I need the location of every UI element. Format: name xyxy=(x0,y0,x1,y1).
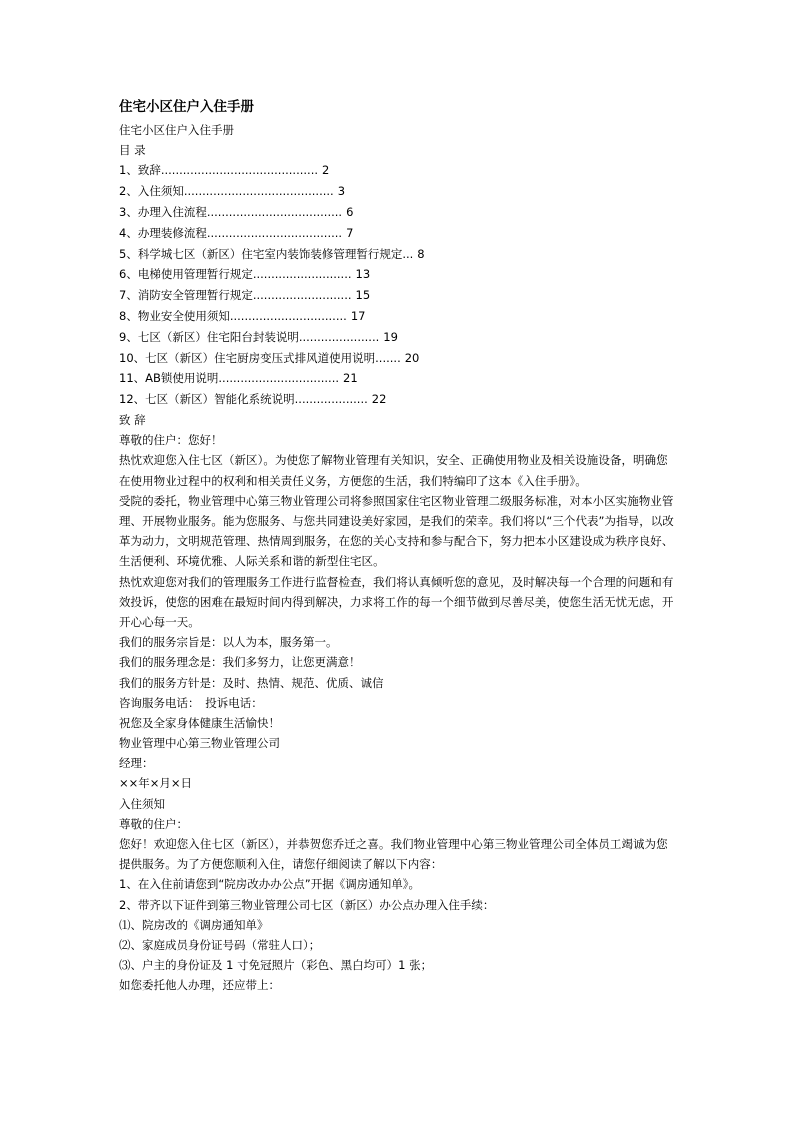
toc-item-leader: ........................... xyxy=(252,288,352,303)
toc-item-page: 13 xyxy=(355,267,371,282)
toc-item-label: 1、致辞 xyxy=(119,163,161,178)
toc-item-page: 8 xyxy=(417,246,425,261)
toc-item-leader: ....... xyxy=(375,350,401,365)
toc-item-leader: ..................................... xyxy=(206,204,343,219)
paragraph-supervision: 热忱欢迎您对我们的管理服务工作进行监督检查，我们将认真倾听您的意见，及时解决每一个合理的问题和有效投诉，使您的困难在最短时间内得到解决，力求将工作的每一个细节做到尽善尽美，使您生活无忧无虑，开开心心每一天。 xyxy=(119,574,674,629)
toc-item-page: 17 xyxy=(350,308,366,323)
document-title: 住宅小区住户入住手册 xyxy=(119,99,254,115)
toc-item-page: 21 xyxy=(343,371,358,386)
toc-item-leader: .................... xyxy=(294,392,368,407)
date-line: ××年×月×日 xyxy=(119,776,193,791)
toc-item-page: 20 xyxy=(404,350,420,365)
toc-item-label: 5、科学城七区（新区）住宅室内装饰装修管理暂行规定 xyxy=(119,246,403,261)
toc-item[interactable] xyxy=(119,244,679,265)
section-heading-greeting: 致 辞 xyxy=(119,412,146,427)
toc-item-label: 3、办理入住流程 xyxy=(119,204,207,219)
toc-item-page: 6 xyxy=(346,204,354,219)
service-purpose: 我们的服务宗旨是：以人为本，服务第一。 xyxy=(119,635,338,650)
toc-item-label: 11、AB锁使用说明 xyxy=(119,371,219,386)
toc-item[interactable] xyxy=(119,181,679,202)
notice-item-2: 2、带齐以下证件到第三物业管理公司七区（新区）办公点办理入住手续： xyxy=(119,897,495,912)
toc-item-label: 12、七区（新区）智能化系统说明 xyxy=(119,392,295,407)
toc-item-page: 3 xyxy=(337,184,346,199)
table-of-contents xyxy=(119,160,679,410)
toc-item-page: 19 xyxy=(383,329,398,344)
toc-item[interactable] xyxy=(119,264,679,285)
toc-item[interactable] xyxy=(119,368,679,389)
manager-line: 经理： xyxy=(119,756,154,771)
toc-item-label: 6、电梯使用管理暂行规定 xyxy=(119,267,253,282)
toc-item-leader: ................................ xyxy=(229,308,347,323)
toc-item-page: 15 xyxy=(355,288,371,303)
document-page xyxy=(119,98,679,996)
toc-item[interactable] xyxy=(119,202,679,223)
toc-item-leader: ......................................... xyxy=(183,184,334,199)
toc-item[interactable] xyxy=(119,160,679,181)
notice-subitem-3: ⑶、户主的身份证及 1 寸免冠照片（彩色、黑白均可）1 张； xyxy=(119,958,433,973)
paragraph-commission: 受院的委托，物业管理中心第三物业管理公司将参照国家住宅区物业管理二级服务标准，对本小区实施物业管理、开展物业服务。能为您服务、与您共同建设美好家园，是我们的荣幸。我们将以“三个代表”为指导，以改革为动力，文明规范管理、热情周到服务，在您的关心支持和参与配合下，努力把本小区建设成为秩序良好、生活便利、环境优雅、人际关系和谐的新型住宅区。 xyxy=(119,493,674,569)
toc-item-label: 2、入住须知 xyxy=(119,184,184,199)
toc-item-leader: ........................................... xyxy=(160,163,319,178)
toc-item[interactable] xyxy=(119,285,679,306)
toc-item-label: 10、七区（新区）住宅厨房变压式排风道使用说明 xyxy=(119,350,376,365)
toc-item[interactable] xyxy=(119,348,679,369)
notice-item-1: 1、在入住前请您到“院房改办办公点”开据《调房通知单》。 xyxy=(119,877,420,892)
service-policy: 我们的服务方针是：及时、热情、规范、优质、诚信 xyxy=(119,675,384,690)
notice-proxy-line: 如您委托他人办理，还应带上： xyxy=(119,978,280,993)
toc-item-label: 7、消防安全管理暂行规定 xyxy=(119,288,253,303)
toc-item[interactable] xyxy=(119,306,679,327)
paragraph-notice-intro: 您好！欢迎您入住七区（新区），并恭贺您乔迁之喜。我们物业管理中心第三物业管理公司全体员工竭诚为您提供服务。为了方便您顺利入住，请您仔细阅读了解以下内容： xyxy=(119,837,668,872)
toc-heading: 目 录 xyxy=(119,143,146,158)
section-heading-notice: 入住须知 xyxy=(119,796,165,811)
toc-item-label: 8、物业安全使用须知 xyxy=(119,308,230,323)
toc-item-leader: ...................... xyxy=(298,329,380,344)
toc-item[interactable] xyxy=(119,389,679,410)
toc-item-label: 4、办理装修流程 xyxy=(119,225,207,240)
toc-item-leader: ........................... xyxy=(252,267,352,282)
toc-item-label: 9、七区（新区）住宅阳台封装说明 xyxy=(119,329,299,344)
notice-subitem-1: ⑴、院房改的《调房通知单》 xyxy=(119,917,269,932)
paragraph-welcome: 热忱欢迎您入住七区（新区）。为使您了解物业管理有关知识，安全、正确使用物业及相关设施设备，明确您在使用物业过程中的权利和相关责任义务，方便您的生活，我们特编印了这本《入住手册》。 xyxy=(119,453,668,488)
toc-item-leader: ................................. xyxy=(218,371,340,386)
greeting-line: 尊敬的住户：您好！ xyxy=(119,433,223,448)
toc-item-leader: ... xyxy=(402,246,414,261)
closing-wish: 祝您及全家身体健康生活愉快！ xyxy=(119,715,280,730)
toc-item-leader: ..................................... xyxy=(206,225,343,240)
contact-phones: 咨询服务电话： 投诉电话： xyxy=(119,695,263,710)
toc-item-page: 2 xyxy=(322,163,330,178)
toc-item-page: 7 xyxy=(346,225,354,240)
document-subtitle: 住宅小区住户入住手册 xyxy=(119,123,234,137)
company-name: 物业管理中心第三物业管理公司 xyxy=(119,736,280,751)
notice-subitem-2: ⑵、家庭成员身份证号码（常驻人口）； xyxy=(119,937,321,952)
toc-item[interactable] xyxy=(119,223,679,244)
greeting-line-2: 尊敬的住户： xyxy=(119,816,188,831)
toc-item[interactable] xyxy=(119,327,679,348)
toc-item-page: 22 xyxy=(371,392,387,407)
service-concept: 我们的服务理念是：我们多努力，让您更满意！ xyxy=(119,655,361,670)
